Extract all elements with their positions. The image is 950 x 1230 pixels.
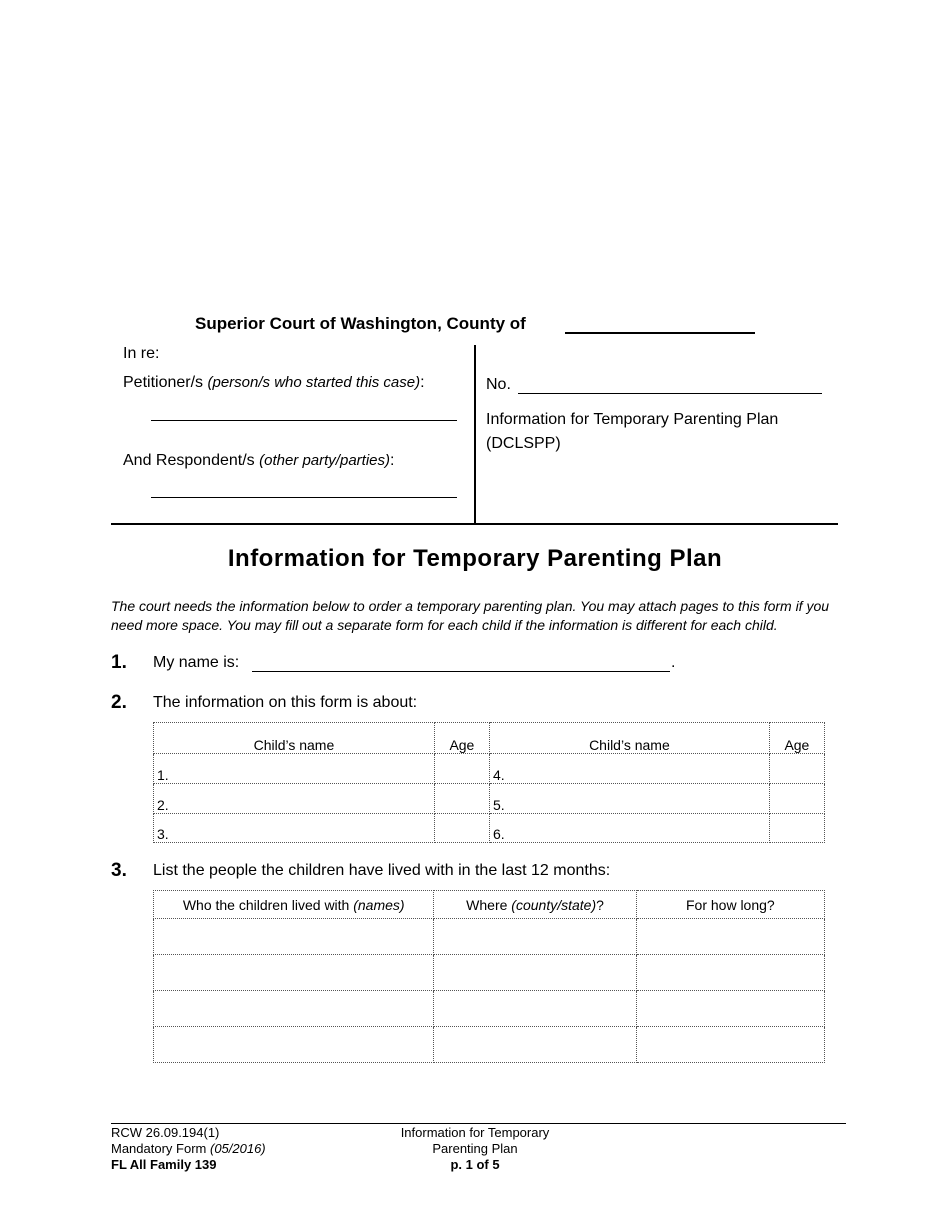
- q1-number: 1.: [111, 652, 127, 673]
- child-name-cell[interactable]: 3.: [154, 814, 435, 843]
- where-cell[interactable]: [434, 991, 636, 1027]
- footer-rule: [111, 1123, 846, 1124]
- in-re-label: In re:: [123, 345, 160, 362]
- petitioner-label: [123, 374, 425, 392]
- col-where: [434, 891, 636, 919]
- col-child-name-1: Child’s name: [154, 723, 435, 754]
- table-row: [154, 919, 825, 955]
- footer-center: [375, 1125, 575, 1173]
- footer-left: [111, 1125, 266, 1173]
- footer-mandatory-date: (05/2016): [209, 1141, 266, 1156]
- how-long-cell[interactable]: [636, 991, 824, 1027]
- who-cell[interactable]: [154, 919, 434, 955]
- caption-vertical-divider: [474, 345, 476, 525]
- table-row: [154, 1027, 825, 1063]
- respondent-name-field[interactable]: [151, 497, 457, 498]
- child-age-cell[interactable]: [434, 814, 489, 843]
- doc-title-line2: (DCLSPP): [486, 435, 561, 452]
- table-row: [154, 784, 825, 814]
- doc-title-line1: Information for Temporary Parenting Plan: [486, 411, 779, 428]
- petitioner-label-text: Petitioner/s: [123, 374, 204, 391]
- where-cell[interactable]: [434, 955, 636, 991]
- footer-mandatory-text: Mandatory Form: [111, 1141, 210, 1156]
- footer-title1: Information for Temporary: [400, 1125, 550, 1140]
- form-title: Information for Temporary Parenting Plan: [227, 545, 723, 572]
- child-age-cell[interactable]: [769, 784, 824, 814]
- who-cell[interactable]: [154, 955, 434, 991]
- footer-page: p. 1 of 5: [450, 1157, 500, 1172]
- footer-mandatory: [111, 1141, 266, 1157]
- lived-with-table-header: [154, 891, 825, 919]
- my-name-field[interactable]: [252, 671, 670, 672]
- children-table: [153, 722, 825, 843]
- col-age-2: Age: [769, 723, 824, 754]
- q1-text: My name is:: [153, 654, 240, 671]
- court-title: Superior Court of Washington, County of: [195, 314, 526, 333]
- col-where-end: ?: [596, 896, 604, 913]
- col-who-text: Who the children lived with: [182, 896, 354, 913]
- col-who: [154, 891, 434, 919]
- col-where-text: Where: [466, 896, 512, 913]
- table-row: [154, 814, 825, 843]
- q3-number: 3.: [111, 860, 127, 881]
- county-field[interactable]: [565, 332, 755, 334]
- caption-bottom-rule: [111, 523, 838, 525]
- col-where-note: (county/state): [511, 896, 597, 913]
- child-name-cell[interactable]: 2.: [154, 784, 435, 814]
- footer-title2: Parenting Plan: [432, 1141, 518, 1156]
- table-row: [154, 991, 825, 1027]
- who-cell[interactable]: [154, 991, 434, 1027]
- respondent-label-text: And Respondent/s: [123, 452, 255, 469]
- footer-form-id: FL All Family 139: [111, 1157, 217, 1172]
- q3-text: List the people the children have lived with in the last 12 months:: [153, 862, 611, 879]
- where-cell[interactable]: [434, 919, 636, 955]
- table-row: [154, 754, 825, 784]
- child-age-cell[interactable]: [769, 814, 824, 843]
- petitioner-note: (person/s who started this case): [207, 374, 421, 391]
- table-row: [154, 955, 825, 991]
- footer-rcw: RCW 26.09.194(1): [111, 1125, 220, 1140]
- q2-number: 2.: [111, 692, 127, 713]
- col-how-long: For how long?: [636, 891, 824, 919]
- lived-with-table: [153, 890, 825, 1063]
- where-cell[interactable]: [434, 1027, 636, 1063]
- child-age-cell[interactable]: [434, 784, 489, 814]
- child-name-cell[interactable]: 6.: [489, 814, 769, 843]
- q2-text: The information on this form is about:: [153, 694, 418, 711]
- who-cell[interactable]: [154, 1027, 434, 1063]
- intro-text: The court needs the information below to order a temporary parenting plan. You may attach pages to this form if you need more space. You may fill out a separate form for each child if the information is different for each child.: [111, 598, 830, 633]
- respondent-note: (other party/parties): [259, 452, 390, 469]
- child-age-cell[interactable]: [769, 754, 824, 784]
- respondent-colon: :: [390, 452, 395, 469]
- how-long-cell[interactable]: [636, 919, 824, 955]
- case-number-label: No.: [486, 376, 511, 393]
- col-age-1: Age: [434, 723, 489, 754]
- case-number-field[interactable]: [518, 393, 822, 394]
- child-age-cell[interactable]: [434, 754, 489, 784]
- q1-period: .: [671, 654, 676, 671]
- child-name-cell[interactable]: 5.: [489, 784, 769, 814]
- col-who-note: (names): [353, 896, 405, 913]
- children-table-header: [154, 723, 825, 754]
- child-name-cell[interactable]: 1.: [154, 754, 435, 784]
- child-name-cell[interactable]: 4.: [489, 754, 769, 784]
- col-child-name-2: Child’s name: [489, 723, 769, 754]
- petitioner-colon: :: [420, 374, 425, 391]
- how-long-cell[interactable]: [636, 955, 824, 991]
- respondent-label: [123, 452, 394, 470]
- petitioner-name-field[interactable]: [151, 420, 457, 421]
- how-long-cell[interactable]: [636, 1027, 824, 1063]
